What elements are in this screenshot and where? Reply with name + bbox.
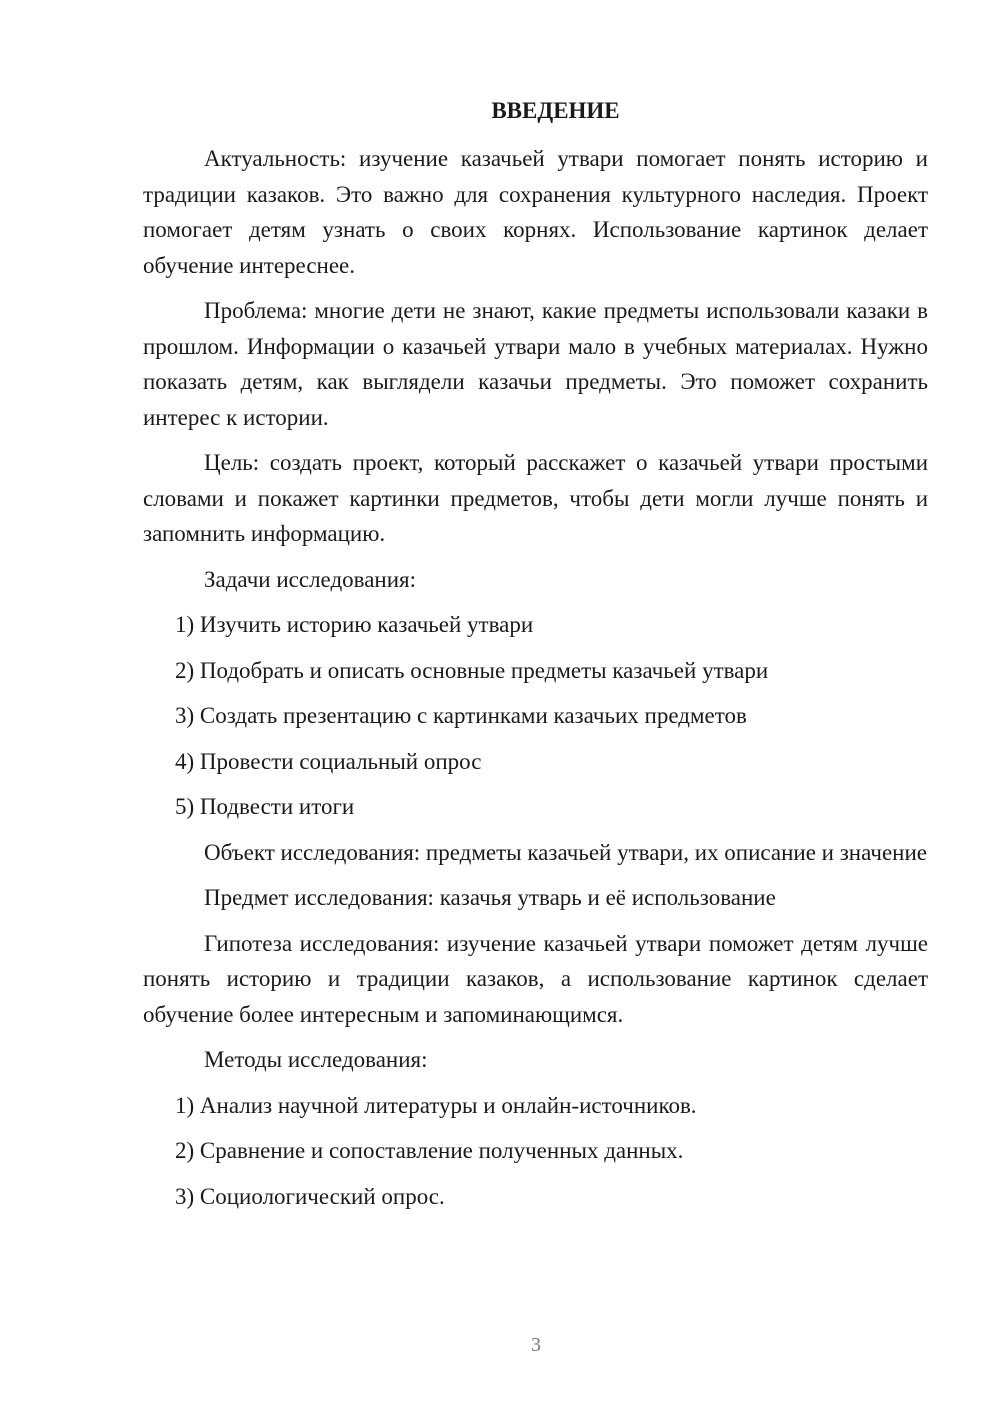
list-item: 5) Подвести итоги: [175, 794, 355, 819]
list-item: 1) Изучить историю казачьей утвари: [175, 612, 534, 637]
methods-list: [143, 1088, 928, 1215]
list-item: 2) Подобрать и описать основные предметы казачьей утвари: [175, 657, 769, 683]
page-title: ВВЕДЕНИЕ: [491, 98, 620, 123]
page-number: 3: [531, 1334, 541, 1356]
object-paragraph: Объект исследования: предметы казачьей утвари, их описание и значение: [204, 839, 928, 865]
tasks-list: [143, 607, 928, 825]
tasks-heading: Задачи исследования:: [204, 566, 417, 592]
list-item: 4) Провести социальный опрос: [175, 748, 482, 774]
subject-paragraph: Предмет исследования: казачья утварь и её использование: [204, 885, 776, 910]
methods-heading: Методы исследования:: [204, 1047, 428, 1072]
relevance-paragraph: Актуальность: изучение казачьей утвари помогает понять историю и традиции казаков. Это важно для сохранения культурного наследия. Проект помогает детям узнать о своих корнях. Использование картинок делает обучение интереснее.: [143, 146, 928, 278]
list-item: 3) Социологический опрос.: [175, 1183, 445, 1209]
document-page: [143, 96, 928, 1224]
goal-paragraph: Цель: создать проект, который расскажет о казачьей утвари простыми словами и покажет картинки предметов, чтобы дети могли лучше понять и запомнить информацию.: [143, 450, 928, 546]
list-item: 2) Сравнение и сопоставление полученных данных.: [175, 1138, 684, 1163]
list-item: 3) Создать презентацию с картинками казачьих предметов: [175, 703, 747, 728]
list-item: 1) Анализ научной литературы и онлайн-источников.: [175, 1092, 697, 1118]
hypothesis-paragraph: Гипотеза исследования: изучение казачьей утвари поможет детям лучше понять историю и традиции казаков, а использование картинок сделает обучение более интересным и запоминающимся.: [143, 930, 928, 1027]
problem-paragraph: Проблема: многие дети не знают, какие предметы использовали казаки в прошлом. Информации о казачьей утвари мало в учебных материалах. Нужно показать детям, как выглядели казачьи предметы. Это поможет сохранить интерес к истории.: [143, 298, 928, 430]
